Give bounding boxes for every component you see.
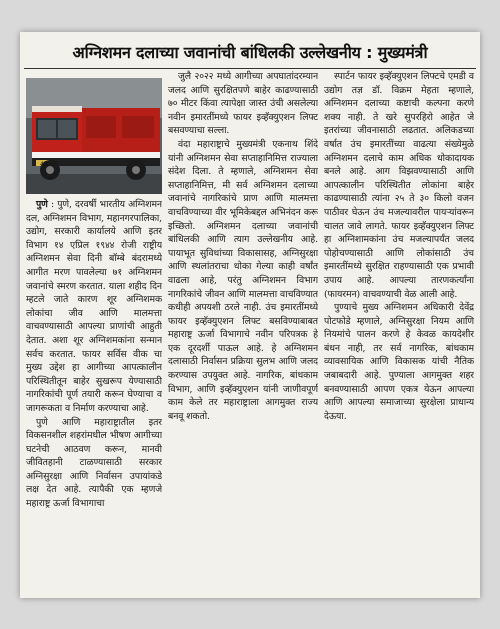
headline: अग्निशमन दलाच्या जवानांची बांधिलकी उल्लेखनीय : मुख्यमंत्री	[72, 43, 428, 62]
article-paragraph: पुणे आणि महाराष्ट्रातील इतर विकसनशील शहरांमधील भीषण आगीच्या घटनेची आठवण करून, मानवी जीवितहानी टाळण्यासाठी सरकार अग्निसुरक्षा आणि निर्वासन उपायांकडे लक्ष देत आहे. त्यापैकी एक म्हणजे महाराष्ट्र ऊर्जा विभागाचा	[26, 416, 162, 510]
article-column-1	[26, 198, 162, 594]
article-column-2	[168, 70, 318, 594]
article-paragraph: जुलै २०२२ मध्ये आगीच्या अपघातांदरम्यान जलद आणि सुरक्षितपणे बाहेर काढण्यासाठी ७० मीटर किंवा त्यापेक्षा जास्त उंची असलेल्या नवीन इमारतींमध्ये फायर इव्हॅक्युएशन लिफ्ट बसवण्याचा सल्ला.	[168, 71, 318, 137]
article-paragraph: वंदा महाराष्ट्राचे मुख्यमंत्री एकनाथ शिंदे यांनी अग्निशमन सेवा सप्ताहानिमित्त राज्याला संदेश दिला. ते म्हणाले, अग्निशमन सेवा सप्ताहानिमित्त, मी सर्व अग्निशमन दलाच्या जवानांचे नागरिकांचे प्राण आणि मालमत्ता वाचविण्याच्या वीर भूमिकेबद्दल अभिनंदन करू इच्छितो. अग्निशमन दलाच्या जवानांची बांधिलकी आणि त्याग उल्लेखनीय आहे. पायाभूत सुविधांच्या विकासासह, अग्निसुरक्षा आणि स्थलांतराचा धोका गेल्या काही वर्षांत वाढला आहे, परंतु अग्निशमन विभाग नागरिकांचे जीवन आणि मालमत्ता वाचविण्यात कधीही अपयशी ठरले नाही. उंच इमारतींमध्ये फायर इव्हॅक्युएशन लिफ्ट बसविण्याबाबत महाराष्ट्र ऊर्जा विभागाचे नवीन परिपत्रक हे एक दूरदर्शी पाऊल आहे. हे अग्निशमन दलासाठी निर्वासन प्रक्रिया सुलभ आणि जलद करण्यास उपयुक्त आहे. नागरिक, बांधकाम विभाग, आणि इव्हॅक्युएशन यांनी जाणीवपूर्ण काम केले तर महाराष्ट्राला आगमुक्त राज्य बनवू शकतो.	[168, 138, 318, 422]
dateline: पुणे	[36, 199, 48, 210]
article-paragraph: पुण्याचे मुख्य अग्निशमन अधिकारी देवेंद्र पोटफोडे म्हणाले, अग्निसुरक्षा नियम आणि नियमांचे पालन करणे हे केवळ कायदेशीर बंधन नाही, तर सर्व नागरिक, बांधकाम व्यावसायिक आणि विकासक यांची नैतिक जबाबदारी आहे. पुण्याला आगमुक्त शहर बनवण्यासाठी आपण एकत्र येऊन आपल्या आणि आपल्या समाजाच्या सुरक्षेला प्राधान्य देऊया.	[324, 302, 474, 422]
article-paragraph: पुणे : पुणे, दरवर्षी भारतीय अग्निशमन दल, अग्निशमन विभाग, महानगरपालिका, उद्योग, सरकारी कार्यालये आणि इतर विभाग १४ एप्रिल १९४४ रोजी राष्ट्रीय अग्निशमन सेवा दिनी बॉम्बे बंदरामध्ये आगीत मरण पावलेल्या ७१ अग्निशमन जवानांचे स्मरण करतात. याला शहीद दिन म्हटले जाते कारण शूर अग्निशमक लोकांचा जीव आणि मालमत्ता वाचवण्यासाठी आपल्या प्राणांची आहुती देतात. अशा शूर अग्निशमकांना सन्मान सर्वच करतात. फायर सर्विस वीक चा मुख्य उद्देश हा आगीच्या आपत्कालीन परिस्थितीतून बाहेर सुखरूप येण्यासाठी नागरिकांची पूर्ण तयारी करून घेण्याचा व जागरूकता व निर्माण करण्याचा आहे.	[26, 199, 162, 414]
fire-truck-photo	[26, 78, 162, 194]
article-column-3	[324, 70, 474, 594]
fire-truck-icon	[26, 78, 162, 194]
article-paragraph: स्पार्टन फायर इव्हॅक्युएशन लिफ्टचे एमडी व उद्योग तज्ञ डॉ. विक्रम मेहता म्हणाले, अग्निशमन दलाच्या कष्टाची कल्पना करणे शक्य नाही. ते खरे सुपरहिरो आहेत जे इतरांच्या जीवनासाठी लढतात. अलिकडच्या वर्षात उंच इमारतींच्या वाढत्या संख्येमुळे अग्निशमन दलाचे काम अधिक धोकादायक बनले आहे. आग विझवण्यासाठी आणि आपत्कालीन परिस्थितीत लोकांना बाहेर काढण्यासाठी त्यांना २५ ते ३० किलो वजन पाठीवर घेऊन उंच मजल्यावरील पायऱ्यांवरून चालत जावे लागते. फायर इव्हॅक्युएशन लिफ्ट हा अग्निशामकांना उंच मजल्यापर्यंत जलद पोहोचण्यासाठी आणि लोकांसाठी उंच इमारतींमध्ये सुरक्षित राहण्यासाठी एक प्रभावी उपाय आहे. आपल्या तारणकर्त्यांना (फायरमन) वाचवण्याची वेळ आली आहे.	[324, 71, 474, 300]
newspaper-clipping	[20, 32, 480, 598]
truck-number: 48	[40, 161, 48, 168]
paragraph-text: पुणे, दरवर्षी भारतीय अग्निशमन दल, अग्निशमन विभाग, महानगरपालिका, उद्योग, सरकारी कार्यालये आणि इतर विभाग १४ एप्रिल १९४४ रोजी राष्ट्रीय अग्निशमन सेवा दिनी बॉम्बे बंदरामध्ये आगीत मरण पावलेल्या ७१ अग्निशमन जवानांचे स्मरण करतात. याला शहीद दिन म्हटले जाते कारण शूर अग्निशमक लोकांचा जीव आणि मालमत्ता वाचवण्यासाठी आपल्या प्राणांची आहुती देतात. अशा शूर अग्निशमकांना सन्मान सर्वच करतात. फायर सर्विस वीक चा मुख्य उद्देश हा आगीच्या आपत्कालीन परिस्थितीतून बाहेर सुखरूप येण्यासाठी नागरिकांची पूर्ण तयारी करून घेण्याचा व जागरूकता व निर्माण करण्याचा आहे.	[26, 199, 162, 414]
headline-rule	[24, 68, 476, 69]
